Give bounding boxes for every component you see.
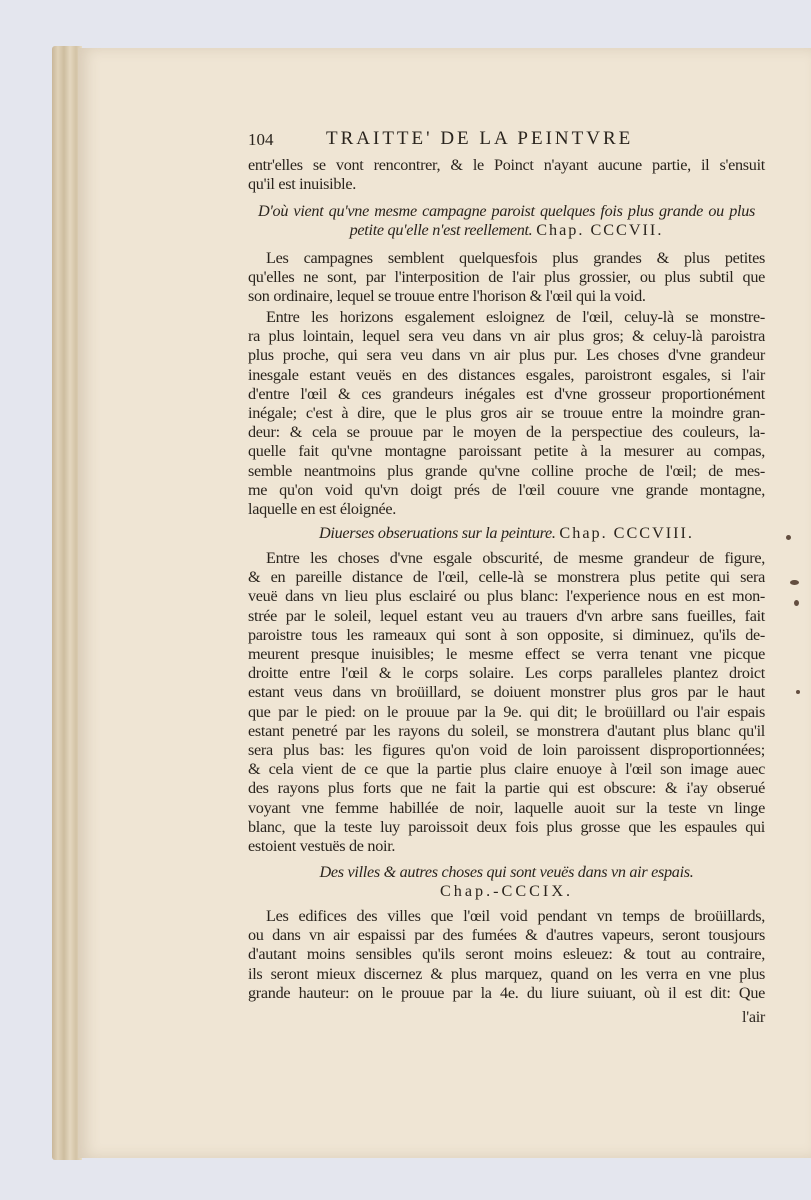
text-line: & en pareille distance de l'œil, celle-là se monstrera plus petite qui sera xyxy=(248,568,765,587)
text-line: Entre les choses d'vne esgale obscurité, de mesme grandeur de figure, xyxy=(266,549,765,567)
ink-stain xyxy=(790,580,799,585)
chapter-heading-309 xyxy=(248,863,765,901)
catchword: l'air xyxy=(742,1008,765,1026)
paragraph xyxy=(248,308,765,519)
paragraph xyxy=(248,249,765,306)
ink-stain xyxy=(794,600,799,606)
text-line: ils seront mieux discernez & plus marquez, quand on les verra en vne plus xyxy=(248,964,765,983)
text-line: des rayons plus forts que ne fait la partie qui est obscure: & i'ay obserué xyxy=(248,779,765,798)
text-line: qu'elles ne sont, par l'interposition de l'air plus grossier, ou plus subtil que xyxy=(248,268,765,286)
text-line: estant penetré par les rayons du soleil, se monstrera d'autant plus blanc qu'il xyxy=(248,721,765,740)
text-line: laquelle en est éloignée. xyxy=(248,500,397,519)
paragraph-continuation xyxy=(248,156,765,194)
text-line: Entre les horizons esgalement esloignez de l'œil, celuy-là se monstre- xyxy=(266,308,765,326)
text-line: me qu'on void qu'vn doigt prés de l'œil couure vne grande montagne, xyxy=(248,480,765,499)
text-line: entr'elles se vont rencontrer, & le Poinct n'ayant aucune partie, il s'ensuit xyxy=(248,156,765,174)
text-line: d'autant moins sensibles qu'ils seront moins esleuez: & tout au contraire, xyxy=(248,945,765,964)
text-line: que par le pied: on le prouue par la 9e. qui dit; le broüillard ou l'air espais xyxy=(248,702,765,721)
running-title: TRAITTE' DE LA PEINTVRE xyxy=(326,128,634,149)
text-line: droitte entre l'œil & le corps solaire. Les corps paralleles plantez droict xyxy=(248,664,765,683)
text-line: paroistre tous les rameaux qui sont à son opposite, si diminuez, qu'ils de- xyxy=(248,625,765,644)
text-line: estant veus dans vn broüillard, se doiuent monstrer plus gros par le haut xyxy=(248,683,765,702)
heading-text: Des villes & autres choses qui sont veuës dans vn air espais. xyxy=(319,863,694,881)
text-line: veuë dans vn lieu plus esclairé ou plus blanc: l'experience nous en est mon- xyxy=(248,587,765,606)
text-line: plus proche, qui sera veu dans vn air plus pur. Les choses d'vne grandeur xyxy=(248,346,765,365)
chapter-number: Chap. CCCVIII. xyxy=(559,524,694,542)
text-line: & cela vient de ce que la partie plus claire enuoye à l'œil son image auec xyxy=(248,760,765,779)
text-line: son ordinaire, lequel se trouue entre l'horison & l'œil qui la void. xyxy=(248,287,646,305)
text-line: grande hauteur: on le prouue par la 4e. du liure suiuant, où il est dit: Que xyxy=(248,983,765,1002)
text-line: d'entre l'œil & ces grandeurs inégales est d'vne grosseur proportionément xyxy=(248,384,765,403)
text-line: qu'il est inuisible. xyxy=(248,175,356,194)
paragraph xyxy=(248,549,765,856)
text-line: strée par le soleil, lequel estant veu au trauers d'vn arbre sans fueilles, fait xyxy=(248,606,765,625)
paragraph xyxy=(248,907,765,1003)
heading-text: petite qu'elle n'est reellement. xyxy=(349,221,533,240)
text-line: meurent presque inuisibles; le mesme effect se verra tenant vne picque xyxy=(248,645,765,664)
page-number: 104 xyxy=(248,130,274,149)
text-line: Les campagnes semblent quelquesfois plus grandes & plus petites xyxy=(266,249,765,267)
text-line: ou dans vn air espaissi par des fumées & d'autres vapeurs, seront tousjours xyxy=(248,926,765,945)
chapter-number: Chap. CCCVII. xyxy=(536,221,664,240)
chapter-heading-308 xyxy=(248,524,765,543)
text-line: semble neantmoins plus grande qu'vne colline proche de l'œil; de mes- xyxy=(248,461,765,480)
text-line: Les edifices des villes que l'œil void pendant vn temps de broüillards, xyxy=(266,907,765,925)
text-line: inégale; c'est à dire, que le plus gros air se trouue entre la moindre gran- xyxy=(248,404,765,423)
heading-line xyxy=(258,221,755,240)
ink-stain xyxy=(796,690,800,694)
text-line: voyant vne femme habillée de noir, laquelle auoit sur la teste vn linge xyxy=(248,798,765,817)
heading-text: Diuerses obseruations sur la peinture. xyxy=(319,524,556,542)
text-line: sera plus bas: les figures qu'on void de loin paroissent disproportionnées; xyxy=(248,741,765,760)
text-line: ra plus lointain, lequel sera veu dans vn air plus gros; & celuy-là paroistra xyxy=(248,327,765,346)
text-line: inesgale estant veuës en des distances esgales, paroistront esgales, si l'air xyxy=(248,365,765,384)
chapter-number: Chap.-CCCIX. xyxy=(439,882,574,901)
text-line: estoient vestuës de noir. xyxy=(248,837,396,856)
heading-line: D'où vient qu'vne mesme campagne paroist quelques fois plus grande ou plus xyxy=(258,202,755,220)
text-line: blanc, que la teste luy paroissoit deux fois plus grosse que les espaules qui xyxy=(248,817,765,836)
text-line: quelle fait qu'vne montagne paroissant petite à la mesurer au compas, xyxy=(248,442,765,461)
chapter-heading-307 xyxy=(258,202,755,240)
ink-stain xyxy=(786,535,791,540)
running-header xyxy=(248,128,765,152)
text-line: deur: & cela se prouue par le moyen de la perspectiue des couleurs, la- xyxy=(248,423,765,442)
